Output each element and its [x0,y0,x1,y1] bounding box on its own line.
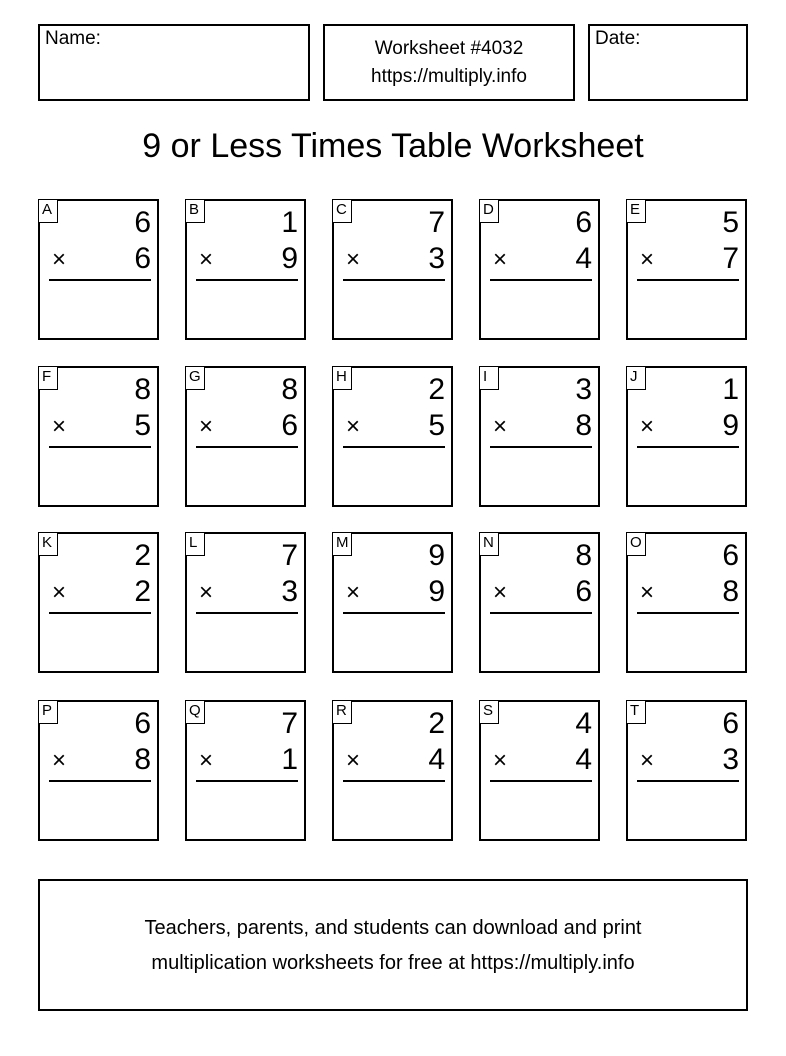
multiplicand: 2 [428,707,445,740]
multiplier: 4 [575,743,592,776]
multiplicand: 7 [281,707,298,740]
problem-card [38,199,159,340]
problem-letter: A [38,199,58,223]
answer-line [343,780,445,782]
problem-letter: B [185,199,205,223]
answer-line [490,279,592,281]
times-sign: × [52,413,67,440]
problem-card [479,199,600,340]
answer-line [49,279,151,281]
problem-letter: P [38,700,58,724]
multiplicand: 1 [281,206,298,239]
multiplier: 7 [722,242,739,275]
answer-line [343,446,445,448]
multiplicand: 6 [134,206,151,239]
times-sign: × [346,246,361,273]
times-sign: × [493,579,508,606]
times-sign: × [640,413,655,440]
worksheet-url: https://multiply.info [371,66,527,87]
times-sign: × [493,246,508,273]
page-title: 9 or Less Times Table Worksheet [142,127,644,165]
problem-letter: R [332,700,352,724]
problem-letter: S [479,700,499,724]
problem-letter: J [626,366,646,390]
times-sign: × [199,246,214,273]
problem-card [332,199,453,340]
problem-letter: O [626,532,646,556]
times-sign: × [493,413,508,440]
multiplier: 9 [428,575,445,608]
problem-letter: D [479,199,499,223]
times-sign: × [52,579,67,606]
date-field-box [588,24,748,101]
multiplicand: 8 [281,373,298,406]
times-sign: × [346,413,361,440]
multiplier: 3 [722,743,739,776]
multiplier: 9 [722,409,739,442]
multiplier: 8 [722,575,739,608]
multiplier: 1 [281,743,298,776]
multiplier: 9 [281,242,298,275]
problem-card [332,366,453,507]
problem-letter: G [185,366,205,390]
answer-line [490,780,592,782]
multiplier: 4 [428,743,445,776]
problem-letter: E [626,199,646,223]
multiplicand: 7 [428,206,445,239]
answer-line [196,279,298,281]
date-label: Date: [595,28,641,49]
problem-card [479,532,600,673]
multiplicand: 9 [428,539,445,572]
answer-line [637,279,739,281]
footer-line-2: multiplication worksheets for free at https://multiply.info [151,952,635,974]
times-sign: × [640,579,655,606]
multiplicand: 2 [428,373,445,406]
times-sign: × [199,413,214,440]
multiplicand: 6 [575,206,592,239]
multiplicand: 6 [134,707,151,740]
problem-card [626,700,747,841]
problem-letter: M [332,532,352,556]
times-sign: × [52,246,67,273]
problem-card [38,700,159,841]
problem-card [479,366,600,507]
multiplicand: 3 [575,373,592,406]
worksheet-id: Worksheet #4032 [374,38,524,59]
times-sign: × [493,747,508,774]
problem-card [185,199,306,340]
answer-line [343,279,445,281]
answer-line [196,780,298,782]
multiplicand: 4 [575,707,592,740]
times-sign: × [346,579,361,606]
problem-letter: H [332,366,352,390]
multiplicand: 6 [722,539,739,572]
problem-card [38,532,159,673]
multiplicand: 6 [722,707,739,740]
times-sign: × [640,747,655,774]
times-sign: × [346,747,361,774]
multiplier: 6 [575,575,592,608]
answer-line [49,780,151,782]
answer-line [49,446,151,448]
times-sign: × [640,246,655,273]
answer-line [490,612,592,614]
problem-card [332,532,453,673]
answer-line [49,612,151,614]
problem-letter: C [332,199,352,223]
answer-line [637,780,739,782]
multiplier: 3 [281,575,298,608]
multiplicand: 5 [722,206,739,239]
answer-line [637,612,739,614]
multiplicand: 1 [722,373,739,406]
multiplicand: 2 [134,539,151,572]
multiplicand: 8 [575,539,592,572]
multiplier: 5 [428,409,445,442]
problem-card [185,532,306,673]
problem-card [479,700,600,841]
times-sign: × [199,747,214,774]
times-sign: × [199,579,214,606]
times-sign: × [52,747,67,774]
multiplicand: 8 [134,373,151,406]
problem-letter: L [185,532,205,556]
problem-letter: N [479,532,499,556]
multiplier: 8 [134,743,151,776]
answer-line [196,446,298,448]
problem-card [332,700,453,841]
problem-letter: F [38,366,58,390]
multiplier: 2 [134,575,151,608]
multiplier: 6 [281,409,298,442]
multiplier: 8 [575,409,592,442]
problem-letter: T [626,700,646,724]
multiplier: 4 [575,242,592,275]
answer-line [343,612,445,614]
answer-line [490,446,592,448]
answer-line [637,446,739,448]
footer-line-1: Teachers, parents, and students can download and print [144,917,642,939]
problem-card [185,366,306,507]
footer-box [38,879,748,1011]
problem-letter: I [479,366,499,390]
name-label: Name: [45,28,101,49]
problem-letter: K [38,532,58,556]
multiplicand: 7 [281,539,298,572]
problem-card [38,366,159,507]
name-field-box [38,24,310,101]
multiplier: 6 [134,242,151,275]
multiplier: 3 [428,242,445,275]
worksheet-info-box [323,24,575,101]
problem-card [185,700,306,841]
problem-card [626,366,747,507]
problem-card [626,199,747,340]
multiplier: 5 [134,409,151,442]
answer-line [196,612,298,614]
problem-card [626,532,747,673]
problem-letter: Q [185,700,205,724]
